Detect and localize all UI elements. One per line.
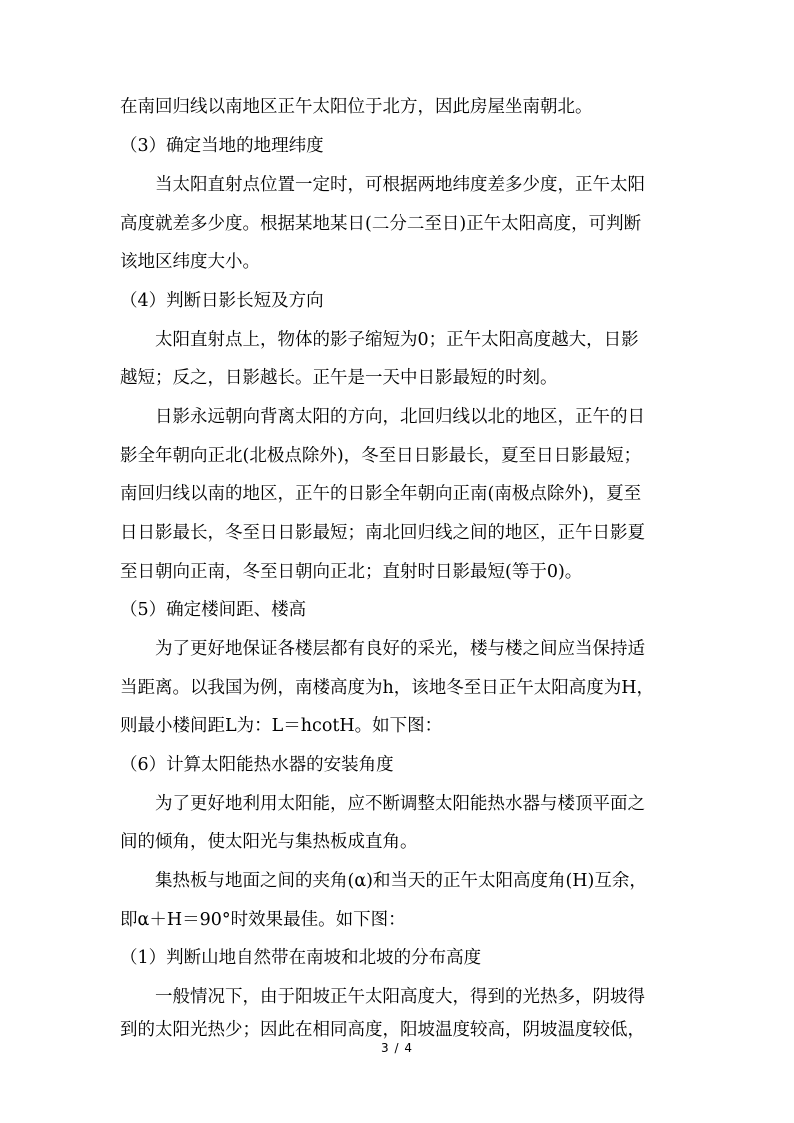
- paragraph-line: 为了更好地保证各楼层都有良好的采光，楼与楼之间应当保持适: [155, 639, 645, 659]
- section-heading: （6）计算太阳能热水器的安装角度: [120, 755, 394, 775]
- paragraph-line: 日日影最长，冬至日日影最短；南北回归线之间的地区，正午日影夏: [120, 523, 645, 543]
- paragraph-line: 南回归线以南的地区，正午的日影全年朝向正南(南极点除外)，夏至: [120, 484, 642, 504]
- paragraph-line: 高度就差多少度。根据某地某日(二分二至日)正午太阳高度，可判断: [120, 214, 642, 234]
- paragraph-line: 为了更好地利用太阳能，应不断调整太阳能热水器与楼顶平面之: [155, 794, 645, 814]
- paragraph-line: 即α＋H＝90°时效果最佳。如下图：: [120, 910, 406, 930]
- paragraph-line: 则最小楼间距L为：L＝hcotH。如下图：: [120, 716, 443, 736]
- paragraph-line: 到的太阳光热少；因此在相同高度，阳坡温度较高，阴坡温度较低，: [120, 1020, 645, 1040]
- paragraph-line: 该地区纬度大小。: [120, 252, 260, 272]
- paragraph-line: 集热板与地面之间的夹角(α)和当天的正午太阳高度角(H)互余，: [155, 871, 647, 891]
- paragraph-line: 当太阳直射点位置一定时，可根据两地纬度差多少度，正午太阳: [155, 175, 645, 195]
- section-heading: （3）确定当地的地理纬度: [120, 136, 324, 156]
- paragraph-line: 当距离。以我国为例，南楼高度为h，该地冬至日正午太阳高度为H，: [120, 678, 655, 698]
- section-heading: （4）判断日影长短及方向: [120, 291, 324, 311]
- paragraph-line: 间的倾角，使太阳光与集热板成直角。: [120, 832, 418, 852]
- text-line: 在南回归线以南地区正午太阳位于北方，因此房屋坐南朝北。: [120, 97, 593, 117]
- section-heading: （1）判断山地自然带在南坡和北坡的分布高度: [120, 948, 482, 968]
- paragraph-line: 日影永远朝向背离太阳的方向，北回归线以北的地区，正午的日: [155, 407, 645, 427]
- paragraph-line: 一般情况下，由于阳坡正午太阳高度大，得到的光热多，阴坡得: [155, 987, 645, 1007]
- paragraph-line: 至日朝向正南，冬至日朝向正北；直射时日影最短(等于0)。: [120, 562, 583, 582]
- paragraph-line: 越短；反之，日影越长。正午是一天中日影最短的时刻。: [120, 368, 558, 388]
- section-heading: （5）确定楼间距、楼高: [120, 600, 307, 620]
- paragraph-line: 影全年朝向正北(北极点除外)，冬至日日影最长，夏至日日影最短；: [120, 446, 642, 466]
- paragraph-line: 太阳直射点上，物体的影子缩短为0；正午太阳高度越大，日影: [155, 330, 639, 350]
- page-number: 3 / 4: [381, 1041, 413, 1055]
